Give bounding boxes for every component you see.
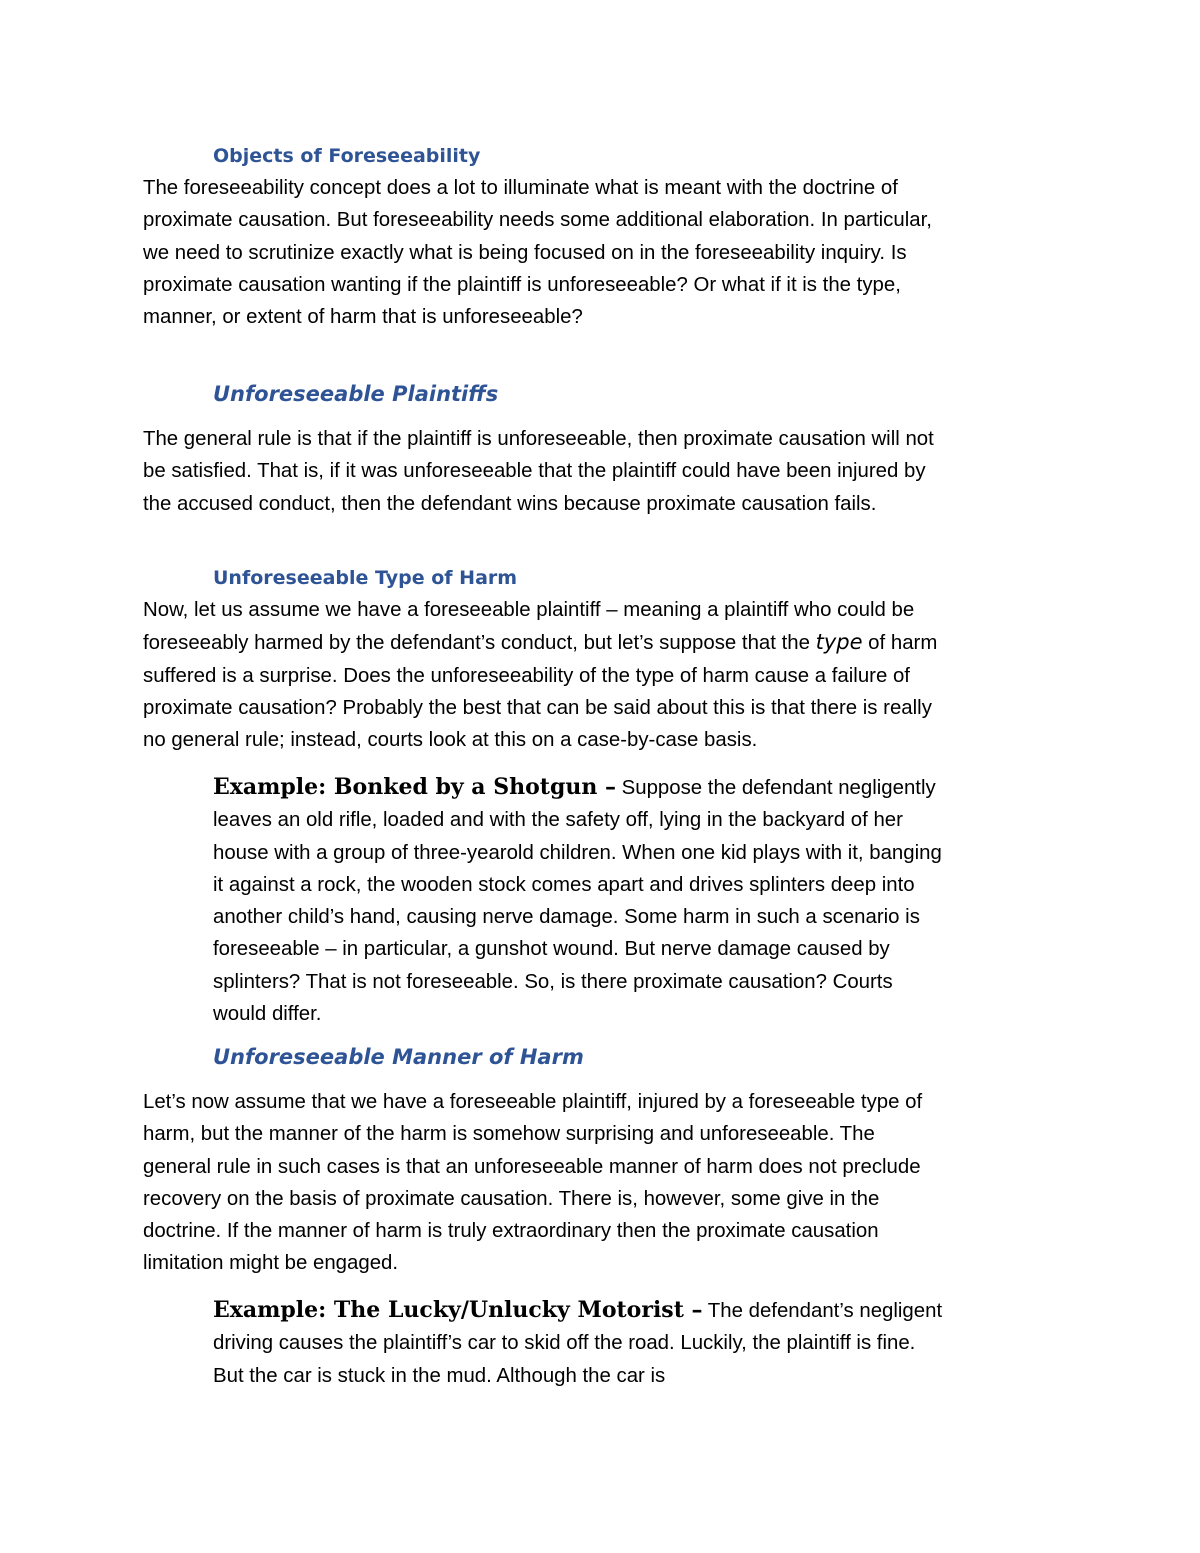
paragraph-type-text-before: Now, let us assume we have a foreseeable plaintiff – meaning a plaintiff who could be foreseeably harmed by the defendant’s conduct, but let’s suppose that the xyxy=(143,599,915,655)
heading-unforeseeable-manner-of-harm: Unforeseeable Manner of Harm xyxy=(213,1045,584,1069)
example-motorist-title: Example: The Lucky/Unlucky Motorist – xyxy=(213,1297,703,1323)
paragraph-plaintiffs: The general rule is that if the plaintiff is unforeseeable, then proximate causation will not be satisfied. That is, if it was unforeseeable that the plaintiff could have been injured by the accused conduct, then the defendant wins because proximate causation fails. xyxy=(143,428,934,515)
heading-unforeseeable-type-of-harm: Unforeseeable Type of Harm xyxy=(213,567,518,589)
example-shotgun-title: Example: Bonked by a Shotgun – xyxy=(213,774,616,800)
paragraph-type-text-after: of harm suffered is a surprise. Does the unforeseeability of the type of harm cause a failure of proximate causation? Probably the best that can be said about this is that there is really no general rule; instead, courts look at this on a case-by-case basis. xyxy=(143,632,938,752)
paragraph-manner-of-harm: Let’s now assume that we have a foreseeable plaintiff, injured by a foreseeable type of harm, but the manner of the harm is somehow surprising and unforeseeable. The general rule in such cases is that an unforeseeable manner of harm does not preclude recovery on the basis of proximate causation. There is, however, some give in the doctrine. If the manner of harm is truly extraordinary then the proximate causation limitation might be engaged. xyxy=(143,1091,923,1275)
example-bonked-by-shotgun xyxy=(213,771,948,1030)
emphasized-word-type: type xyxy=(815,630,863,655)
example-shotgun-body: Suppose the defendant negligently leaves an old rifle, loaded and with the safety off, lying in the backyard of her house with a group of three-yearold children. When one kid plays with it, banging it against a rock, the wooden stock comes apart and drives splinters deep into another child’s hand, causing nerve damage. Some harm in such a scenario is foreseeable – in particular, a gunshot wound. But nerve damage caused by splinters? That is not foreseeable. So, is there proximate causation? Courts would differ. xyxy=(213,777,942,1026)
example-motorist-body: The defendant’s negligent driving causes the plaintiff’s car to skid off the road. Luckily, the plaintiff is fine. But the car is stuck in the mud. Although the car is xyxy=(213,1300,943,1387)
paragraph-type-of-harm xyxy=(143,594,948,756)
example-lucky-unlucky-motorist xyxy=(213,1294,948,1392)
paragraph-objects: The foreseeability concept does a lot to illuminate what is meant with the doctrine of proximate causation. But foreseeability needs some additional elaboration. In particular, we need to scrutinize exactly what is being focused on in the foreseeability inquiry. Is proximate causation wanting if the plaintiff is unforeseeable? Or what if it is the type, manner, or extent of harm that is unforeseeable? xyxy=(143,177,932,329)
heading-unforeseeable-plaintiffs: Unforeseeable Plaintiffs xyxy=(213,382,499,406)
heading-objects-of-foreseeability: Objects of Foreseeability xyxy=(213,145,481,167)
